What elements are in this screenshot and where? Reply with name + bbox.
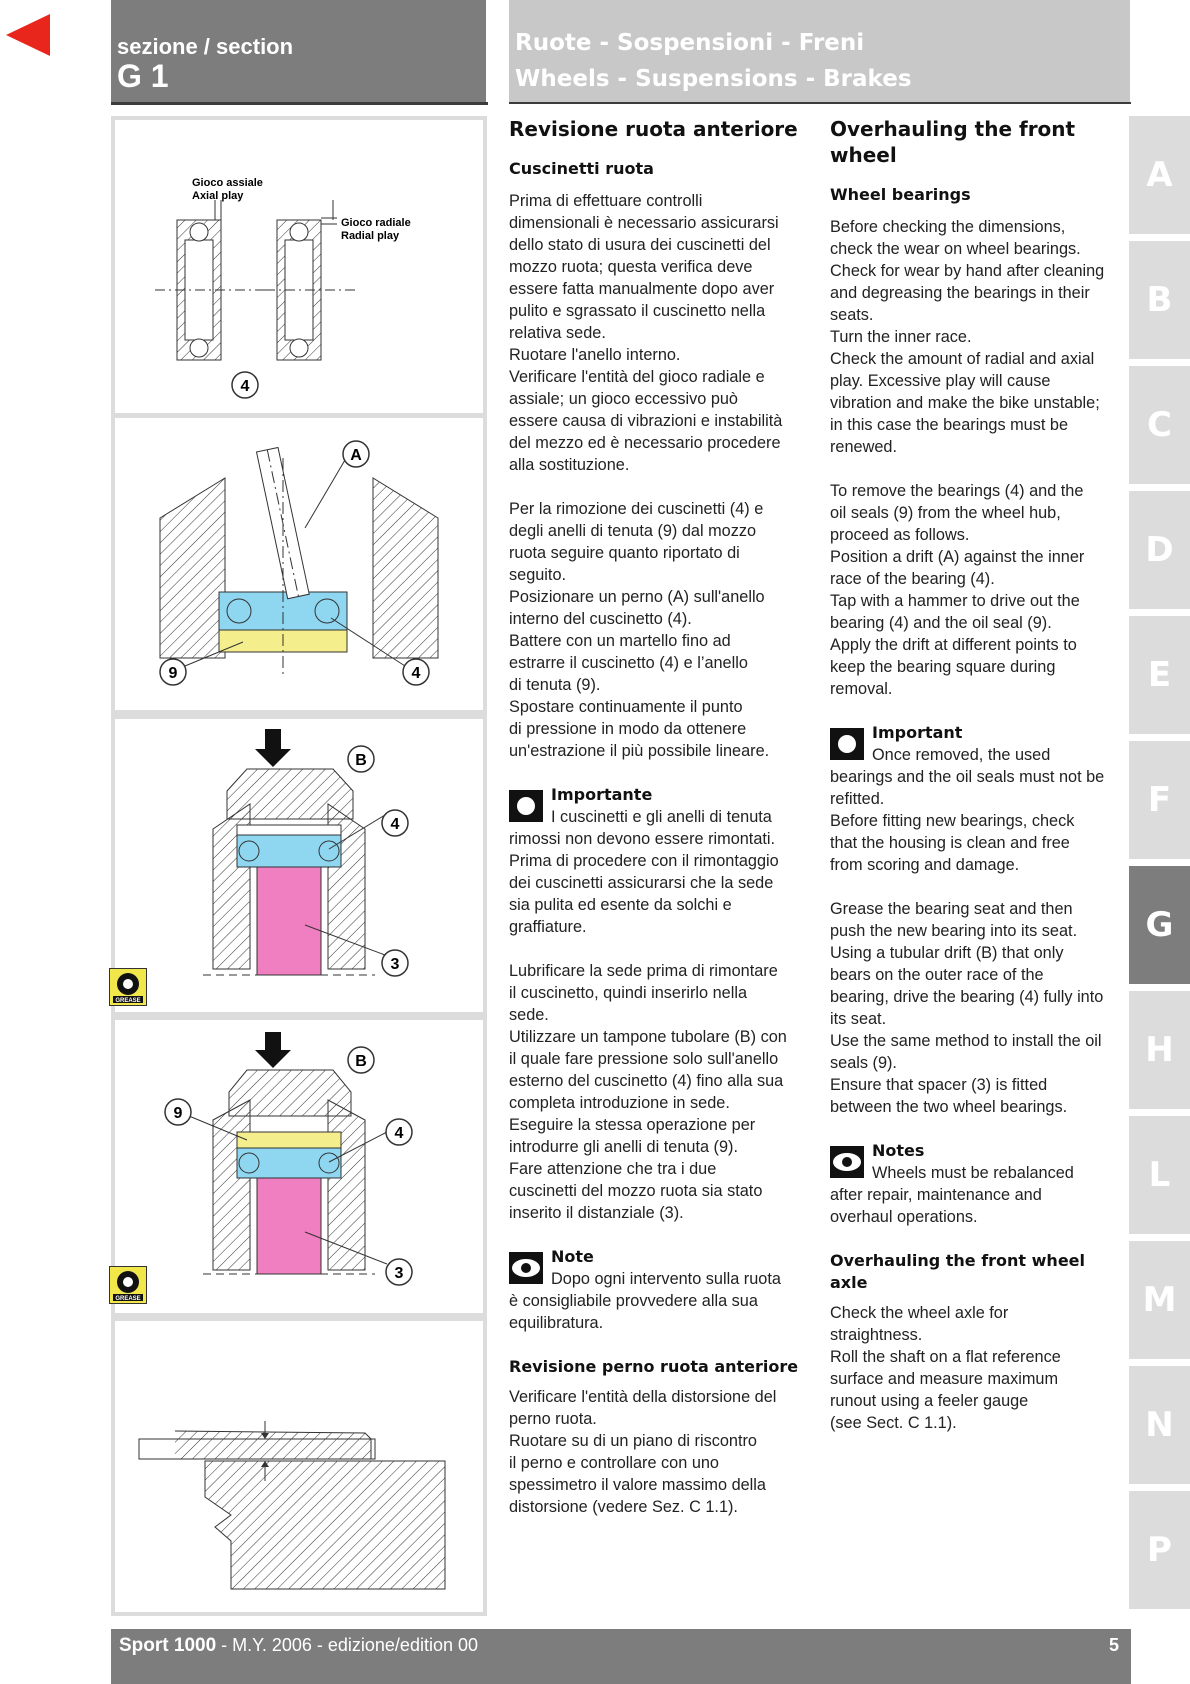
text-line: Spostare continuamente il punto <box>509 698 743 716</box>
text-line: di tenuta (9). <box>509 676 601 694</box>
section-tab-b[interactable]: B <box>1129 241 1190 359</box>
text-line: seguito. <box>509 566 567 584</box>
important-title-it: Importante <box>551 785 653 804</box>
text-line: Battere con un martello fino ad <box>509 632 731 650</box>
section-tab-f[interactable]: F <box>1129 741 1190 859</box>
text-line: Overhauling the front wheel <box>830 1251 1086 1270</box>
note-title-en: Notes <box>872 1141 925 1160</box>
text-line: essere fatta manualmente dopo aver <box>509 280 775 298</box>
text-line: di pressione in modo da ottenere <box>509 720 747 738</box>
text-line: vibration and make the bike unstable; <box>830 394 1100 412</box>
important-title-en: Important <box>872 723 963 742</box>
title-en <box>830 116 1130 168</box>
text-line: perno ruota. <box>509 1410 597 1428</box>
figure-bearing-removal <box>115 418 483 710</box>
text-line: ruota seguire quanto riportato di <box>509 544 740 562</box>
section-tab-p[interactable]: P <box>1129 1491 1190 1609</box>
text-line: inserito il distanziale (3). <box>509 1204 684 1222</box>
text-line: Tap with a hammer to drive out the <box>830 592 1080 610</box>
tubular-drift-b <box>229 1070 351 1116</box>
text-line: from scoring and damage. <box>830 856 1020 874</box>
important-text-it <box>509 806 809 938</box>
text-line: Dopo ogni intervento sulla ruota <box>551 1270 781 1288</box>
section-header <box>111 0 486 102</box>
text-line: dello stato di usura dei cuscinetti del <box>509 236 771 254</box>
text-line: straightness. <box>830 1326 923 1344</box>
text-line: Ruotare l'anello interno. <box>509 346 681 364</box>
text-line: and degreasing the bearings in their <box>830 284 1090 302</box>
text-column-italian <box>509 116 809 1518</box>
text-line: seats. <box>830 306 874 324</box>
text-line: push the new bearing into its seat. <box>830 922 1078 940</box>
important-icon <box>830 728 864 760</box>
text-line: Lubrificare la sede prima di rimontare <box>509 962 778 980</box>
text-line: in this case the bearings must be <box>830 416 1069 434</box>
text-line: Grease the bearing seat and then <box>830 900 1073 918</box>
text-line: esterno del cuscinetto (4) fino alla sua <box>509 1072 784 1090</box>
back-arrow-icon[interactable] <box>6 14 50 56</box>
text-line: Use the same method to install the oil <box>830 1032 1102 1050</box>
figures-column <box>111 116 487 1616</box>
eye-icon <box>509 1252 543 1284</box>
text-line: that the housing is clean and free <box>830 834 1070 852</box>
text-line: Fare attenzione che tra i due <box>509 1160 717 1178</box>
text-line: bearing, drive the bearing (4) fully into <box>830 988 1104 1006</box>
section-code: G 1 <box>117 58 169 94</box>
text-line: renewed. <box>830 438 897 456</box>
axial-play-label-it: Gioco assiale <box>192 177 263 189</box>
text-line: il cuscinetto, quindi inserirlo nella <box>509 984 748 1002</box>
text-line: bears on the outer race of the <box>830 966 1044 984</box>
text-line: il quale fare pressione solo sull'anello <box>509 1050 779 1068</box>
important-text-en <box>830 744 1130 876</box>
text-line: Eseguire la stessa operazione per <box>509 1116 756 1134</box>
important-note-it <box>509 784 809 938</box>
text-line: (see Sect. C 1.1). <box>830 1414 957 1432</box>
section-label: sezione / section <box>117 34 294 59</box>
text-line: overhaul operations. <box>830 1208 978 1226</box>
callout-b: B <box>355 1053 367 1070</box>
text-line: axle <box>830 1273 868 1292</box>
para-it-2 <box>509 498 809 762</box>
section-tab-h[interactable]: H <box>1129 991 1190 1109</box>
footer-model: Sport 1000 <box>119 1635 217 1656</box>
text-line: Roll the shaft on a flat reference <box>830 1348 1061 1366</box>
text-line: after repair, maintenance and <box>830 1186 1042 1204</box>
oil-seal-9 <box>237 1132 341 1148</box>
radial-play-label-en: Radial play <box>341 230 400 242</box>
section-tab-a[interactable]: A <box>1129 116 1190 234</box>
callout-a: A <box>350 447 362 464</box>
text-line: Ensure that spacer (3) is fitted <box>830 1076 1048 1094</box>
text-line: Wheels must be rebalanced <box>872 1164 1074 1182</box>
text-line: Turn the inner race. <box>830 328 972 346</box>
text-line: its seat. <box>830 1010 887 1028</box>
subtitle-axle-it: Revisione perno ruota anteriore <box>509 1357 799 1376</box>
text-line: spessimetro il valore massimo della <box>509 1476 766 1494</box>
header-rule <box>111 102 488 105</box>
callout-3: 3 <box>390 956 400 973</box>
press-arrow-icon <box>255 749 291 767</box>
subtitle-wheel-bearings-en: Wheel bearings <box>830 185 971 204</box>
text-line: dei cuscinetti assicurarsi che la sede <box>509 874 774 892</box>
text-line: estrarre il cuscinetto (4) e l’anello <box>509 654 748 672</box>
text-line: Before checking the dimensions, <box>830 218 1066 236</box>
text-line: rimossi non devono essere rimontati. <box>509 830 776 848</box>
bearing-left-drawing <box>155 200 265 360</box>
text-line: il perno e controllare con uno <box>509 1454 719 1472</box>
text-line: check the wear on wheel bearings. <box>830 240 1081 258</box>
figure-bearing-install <box>115 719 483 1012</box>
text-line: seals (9). <box>830 1054 897 1072</box>
text-line: keep the bearing square during <box>830 658 1056 676</box>
chapter-header <box>509 0 1130 102</box>
text-line: Position a drift (A) against the inner <box>830 548 1085 566</box>
callout-9: 9 <box>173 1105 183 1122</box>
text-line: play. Excessive play will cause <box>830 372 1051 390</box>
callout-4: 4 <box>394 1125 404 1142</box>
note-text-it <box>509 1268 809 1334</box>
text-line: Prima di procedere con il rimontaggio <box>509 852 779 870</box>
callout-4: 4 <box>411 665 421 682</box>
para-en-2 <box>830 480 1130 700</box>
text-line: I cuscinetti e gli anelli di tenuta <box>551 808 772 826</box>
callout-9: 9 <box>168 665 178 682</box>
spacer-3 <box>257 867 321 975</box>
text-line: wheel <box>830 143 897 167</box>
text-line: Before fitting new bearings, check <box>830 812 1075 830</box>
text-line: del mezzo ed è necessario procedere <box>509 434 781 452</box>
text-line: Posizionare un perno (A) sull'anello <box>509 588 765 606</box>
text-line: interno del cuscinetto (4). <box>509 610 692 628</box>
text-column-english <box>830 116 1130 1434</box>
text-line: graffiature. <box>509 918 587 936</box>
text-line: Prima di effettuare controlli <box>509 192 703 210</box>
text-line: refitted. <box>830 790 885 808</box>
para-it-3 <box>509 960 809 1224</box>
text-line: Ruotare su di un piano di riscontro <box>509 1432 757 1450</box>
grease-icon <box>109 968 147 1006</box>
text-line: introdurre gli anelli di tenuta (9). <box>509 1138 738 1156</box>
text-line: equilibratura. <box>509 1314 604 1332</box>
text-line: pulito e sgrassato il cuscinetto nella <box>509 302 766 320</box>
text-line: assiale; un gioco eccessivo può <box>509 390 738 408</box>
text-line: bearings and the oil seals must not be <box>830 768 1105 786</box>
text-line: alla sostituzione. <box>509 456 630 474</box>
chapter-title-en: Wheels - Suspensions - Brakes <box>515 66 912 92</box>
svg-text:GREASE: GREASE <box>115 1296 141 1302</box>
text-line: degli anelli di tenuta (9) dal mozzo <box>509 522 757 540</box>
text-line: proceed as follows. <box>830 526 970 544</box>
spacer-3 <box>257 1178 321 1274</box>
note-en <box>830 1140 1130 1228</box>
text-line: Per la rimozione dei cuscinetti (4) e <box>509 500 764 518</box>
footer-edition: - M.Y. 2006 - edizione/edition 00 <box>216 1635 478 1655</box>
footer-model-edition <box>119 1635 478 1657</box>
para-it-4 <box>509 1386 809 1518</box>
figure-bearing-play <box>115 120 483 413</box>
text-line: Check the amount of radial and axial <box>830 350 1095 368</box>
para-en-4 <box>830 1302 1130 1434</box>
text-line: between the two wheel bearings. <box>830 1098 1068 1116</box>
important-note-en <box>830 722 1130 876</box>
text-line: removal. <box>830 680 893 698</box>
text-line: essere causa di vibrazioni e instabilità <box>509 412 783 430</box>
text-line: oil seals (9) from the wheel hub, <box>830 504 1061 522</box>
tubular-drift-b <box>227 769 353 819</box>
para-en-3 <box>830 898 1130 1118</box>
chapter-title-it: Ruote - Sospensioni - Freni <box>515 30 865 56</box>
text-line: Verificare l'entità della distorsione del <box>509 1388 777 1406</box>
section-tab-l[interactable]: L <box>1129 1116 1190 1234</box>
text-line: bearing (4) and the oil seal (9). <box>830 614 1052 632</box>
eye-icon <box>830 1146 864 1178</box>
text-line: surface and measure maximum <box>830 1370 1059 1388</box>
reference-surface <box>205 1461 445 1589</box>
text-line: un'estrazione il più possibile lineare. <box>509 742 770 760</box>
callout-4: 4 <box>240 378 250 395</box>
text-line: sede. <box>509 1006 549 1024</box>
text-line: Utilizzare un tampone tubolare (B) con <box>509 1028 787 1046</box>
radial-play-label-it: Gioco radiale <box>341 217 411 229</box>
text-line: sia pulita ed esente da solchi e <box>509 896 732 914</box>
text-line: relativa sede. <box>509 324 606 342</box>
grease-icon <box>109 1266 147 1304</box>
para-en-1 <box>830 216 1130 458</box>
text-line: Check for wear by hand after cleaning <box>830 262 1105 280</box>
text-line: Using a tubular drift (B) that only <box>830 944 1064 962</box>
text-line: è consigliabile provvedere alla sua <box>509 1292 758 1310</box>
note-title-it: Note <box>551 1247 594 1266</box>
section-tab-n[interactable]: N <box>1129 1366 1190 1484</box>
text-line: race of the bearing (4). <box>830 570 995 588</box>
header-rule <box>509 102 1131 104</box>
callout-3: 3 <box>394 1265 404 1282</box>
text-line: cuscinetti del mozzo ruota sia stato <box>509 1182 763 1200</box>
subtitle-axle-en <box>830 1250 1130 1294</box>
text-line: Check the wheel axle for <box>830 1304 1009 1322</box>
press-arrow-icon <box>255 1050 291 1068</box>
section-tab-c[interactable]: C <box>1129 366 1190 484</box>
text-line: runout using a feeler gauge <box>830 1392 1029 1410</box>
figure-seal-install <box>115 1020 483 1313</box>
section-tab-g[interactable]: G <box>1129 866 1190 984</box>
title-it: Revisione ruota anteriore <box>509 117 798 141</box>
text-line: Apply the drift at different points to <box>830 636 1077 654</box>
text-line: distorsione (vedere Sez. C 1.1). <box>509 1498 738 1516</box>
page-number: 5 <box>1108 1635 1119 1655</box>
section-tab-d[interactable]: D <box>1129 491 1190 609</box>
note-text-en <box>830 1162 1130 1228</box>
text-line: Overhauling the front <box>830 117 1076 141</box>
text-line: Verificare l'entità del gioco radiale e <box>509 368 765 386</box>
text-line: To remove the bearings (4) and the <box>830 482 1084 500</box>
section-tab-m[interactable]: M <box>1129 1241 1190 1359</box>
text-line: dimensionali è necessario assicurarsi <box>509 214 779 232</box>
subtitle-wheel-bearings-it: Cuscinetti ruota <box>509 159 654 178</box>
note-it <box>509 1246 809 1334</box>
svg-text:GREASE: GREASE <box>115 998 141 1004</box>
callout-4: 4 <box>390 816 400 833</box>
figure-axle-runout <box>115 1321 483 1612</box>
axial-play-label-en: Axial play <box>192 190 244 202</box>
text-line: completa introduzione in sede. <box>509 1094 730 1112</box>
text-line: Once removed, the used <box>872 746 1051 764</box>
callout-b: B <box>355 752 367 769</box>
para-it-1 <box>509 190 809 476</box>
text-line: mozzo ruota; questa verifica deve <box>509 258 753 276</box>
important-icon <box>509 790 543 822</box>
footer <box>111 1629 1131 1684</box>
section-tab-e[interactable]: E <box>1129 616 1190 734</box>
